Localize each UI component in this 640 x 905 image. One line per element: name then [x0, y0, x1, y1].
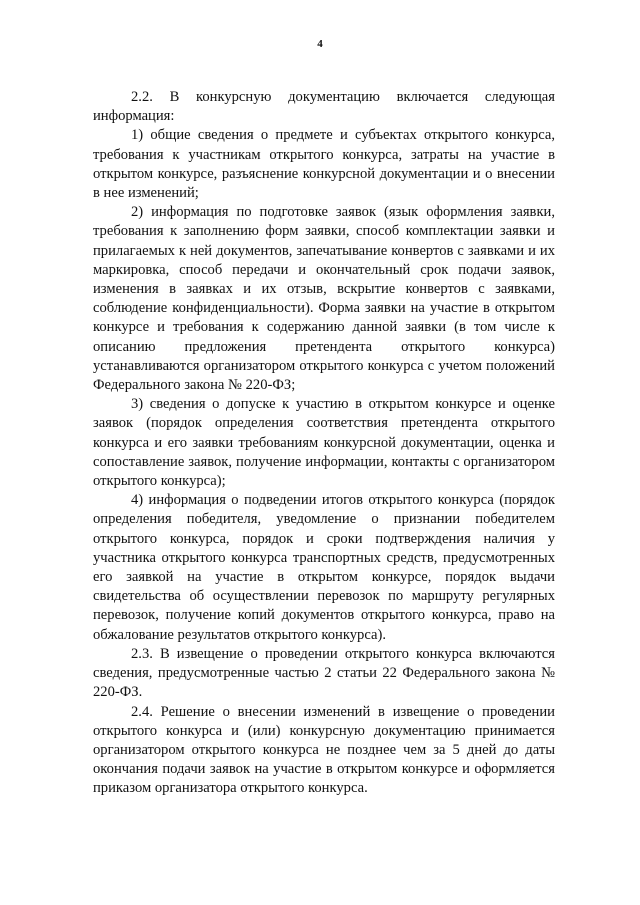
document-body — [93, 88, 555, 799]
paragraph-2-4: 2.4. Решение о внесении изменений в извещение о проведении открытого конкурса и (или) конкурсную документацию принимается организатором открытого конкурса не позднее чем за 5 дней до даты окончания подачи заявок на участие в открытом конкурсе и оформляется приказом организатора открытого конкурса. — [93, 703, 555, 797]
paragraph-item-1: 1) общие сведения о предмете и субъектах открытого конкурса, требования к участникам открытого конкурса, затраты на участие в открытом конкурсе, разъяснение конкурсной документации и о внесении в нее изменений; — [93, 127, 555, 202]
page-number: 4 — [317, 38, 323, 50]
paragraph-item-4: 4) информация о подведении итогов открытого конкурса (порядок определения победителя, уведомление о признании победителем открытого конкурса, порядок и сроки подтверждения наличия у участника открытого конкурса транспортных средств, предусмотренных его заявкой на участие в открытом конкурсе, порядок выдачи свидетельства об осуществлении перевозок по маршруту регулярных перевозок, получение копий документов открытого конкурса, право на обжалование результатов открытого конкурса). — [93, 492, 555, 643]
paragraph-item-2: 2) информация по подготовке заявок (язык оформления заявки, требования к заполнению форм заявки, способ комплектации заявки и прилагаемых к ней документов, запечатывание конвертов с заявками и их маркировка, способ передачи и окончательный срок подачи заявок, изменения в заявках и их отзыв, вскрытие конвертов с заявками, соблюдение конфиденциальности). Форма заявки на участие в открытом конкурсе и требования к содержанию данной заявки (в том числе к описанию предложения претендента открытого конкурса) устанавливаются организатором открытого конкурса с учетом положений Федерального закона № 220-ФЗ; — [93, 204, 555, 394]
paragraph-2-2-intro: 2.2. В конкурсную документацию включается следующая информация: — [93, 89, 555, 125]
paragraph-item-3: 3) сведения о допуске к участию в открытом конкурсе и оценке заявок (порядок определения соответствия претендента открытого конкурса и его заявки требованиям конкурсной документации, оценка и сопоставление заявок, получение информации, контакты с организатором открытого конкурса); — [93, 396, 555, 490]
paragraph-2-3: 2.3. В извещение о проведении открытого конкурса включаются сведения, предусмотренные частью 2 статьи 22 Федерального закона № 220-ФЗ. — [93, 645, 555, 701]
